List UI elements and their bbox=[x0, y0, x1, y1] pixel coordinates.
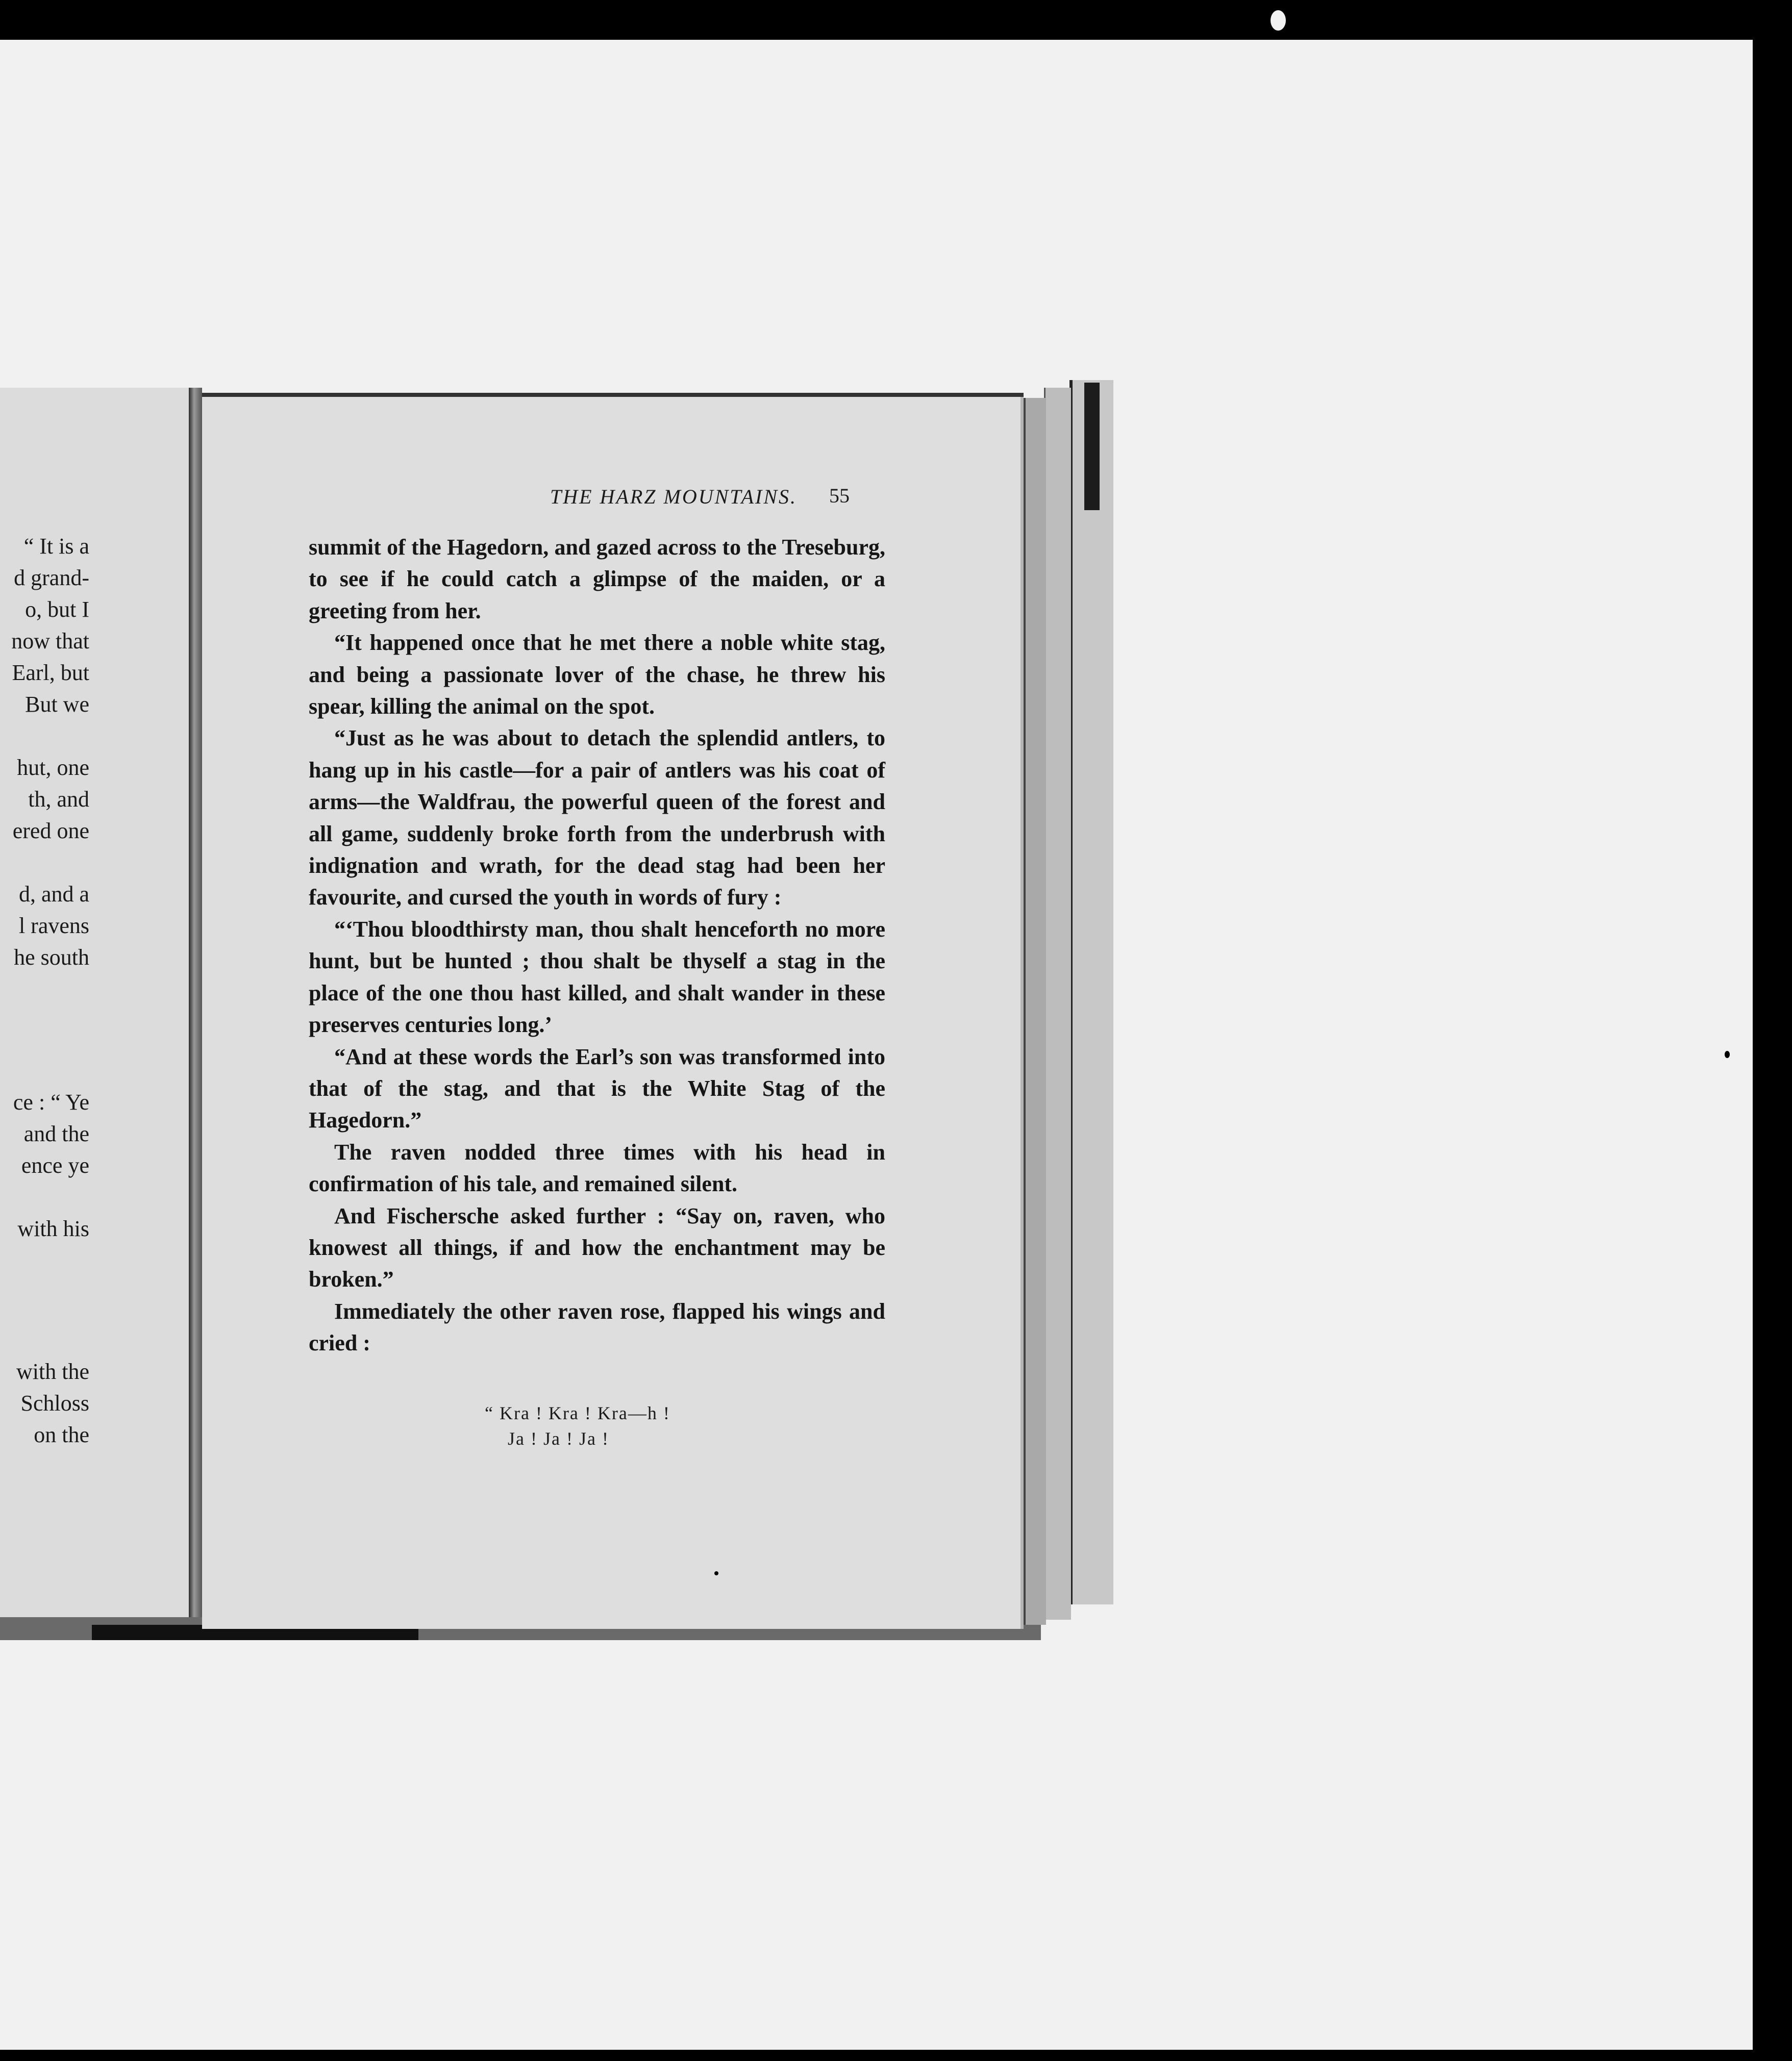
book-cover-edge bbox=[1084, 383, 1100, 510]
left-line: “ It is a bbox=[23, 534, 89, 559]
paragraph: Immediately the other raven rose, flapped his wings and cried : bbox=[309, 1298, 885, 1356]
left-line: ered one bbox=[12, 818, 89, 843]
paragraph: “And at these words the Earl’s son was transformed into that of the stag, and that is the White Stag of the Hagedorn.” bbox=[309, 1044, 885, 1133]
paragraph: The raven nodded three times with his head in confirmation of his tale, and remained silent. bbox=[309, 1139, 885, 1197]
left-line: on the bbox=[34, 1422, 89, 1447]
left-line: th, and bbox=[28, 787, 89, 812]
paragraph: And Fischersche asked further : “Say on, raven, who knowest all things, if and how the enchantment may be broken.” bbox=[309, 1203, 885, 1292]
left-line: with the bbox=[16, 1359, 89, 1384]
left-line: and the bbox=[23, 1121, 89, 1146]
left-line: o, but I bbox=[25, 597, 89, 622]
verse bbox=[485, 1400, 670, 1451]
paragraph: summit of the Hagedorn, and gazed across to the Treseburg, to see if he could catch a glimpse of the maiden, or a greeting from her. bbox=[309, 535, 885, 623]
scan-speck bbox=[1271, 10, 1286, 31]
scan-frame-right bbox=[1753, 0, 1792, 2061]
left-line: Earl, but bbox=[12, 660, 89, 685]
book-gutter bbox=[189, 388, 202, 1617]
left-line: Schloss bbox=[20, 1391, 89, 1416]
left-line: d grand- bbox=[14, 565, 89, 590]
verse-line: “ Kra ! Kra ! Kra—h ! bbox=[485, 1403, 670, 1423]
left-line: now that bbox=[11, 629, 89, 654]
left-line: ence ye bbox=[21, 1153, 89, 1178]
page-edge-stack bbox=[1069, 380, 1113, 1604]
left-line: But we bbox=[25, 692, 89, 717]
paragraph: “‘Thou bloodthirsty man, thou shalt henceforth no more hunt, but be hunted ; thou shalt be thyself a stag in the place of the one thou hast killed, and shalt wander in these preserves centuries long.’ bbox=[309, 916, 885, 1038]
left-line: he south bbox=[14, 945, 89, 970]
page-edge-stack bbox=[1024, 398, 1046, 1625]
paragraph: “It happened once that he met there a noble white stag, and being a passionate lover of the chase, he threw his spear, killing the animal on the spot. bbox=[309, 630, 885, 719]
running-head: THE HARZ MOUNTAINS. bbox=[550, 485, 798, 508]
scan-frame-bottom bbox=[0, 2050, 1792, 2061]
left-page bbox=[0, 388, 194, 1617]
paragraph: “Just as he was about to detach the splendid antlers, to hang up in his castle—for a pair of antlers was his coat of arms—the Waldfrau, the powerful queen of the forest and all game, suddenly broke forth from the underbrush with indignation and wrath, for the dead stag had been her favourite, and cursed the youth in words of fury : bbox=[309, 725, 885, 910]
scan-speck bbox=[714, 1571, 718, 1575]
verse-line: Ja ! Ja ! Ja ! bbox=[508, 1428, 609, 1449]
left-line: hut, one bbox=[17, 755, 89, 780]
scan-speck bbox=[1725, 1051, 1730, 1058]
left-line: d, and a bbox=[18, 882, 89, 907]
body-text bbox=[309, 532, 885, 1360]
page-number: 55 bbox=[829, 484, 850, 507]
left-line: l ravens bbox=[18, 913, 89, 938]
left-line: with his bbox=[17, 1216, 89, 1241]
page-edge-stack bbox=[1044, 388, 1071, 1620]
left-line: ce : “ Ye bbox=[13, 1090, 89, 1115]
